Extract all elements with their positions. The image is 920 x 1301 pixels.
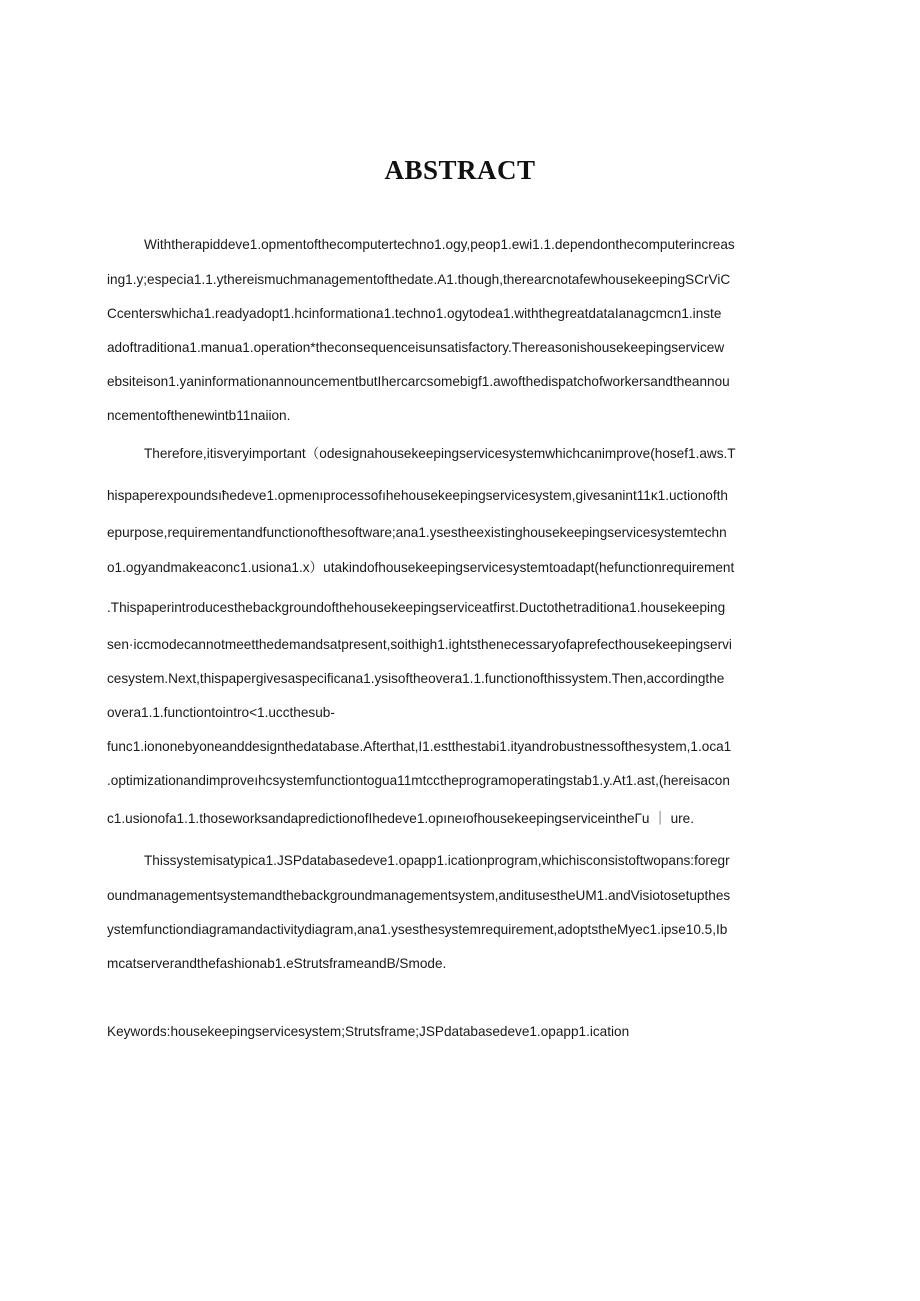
paragraph-2-line-6: sen·iccmodecannotmeetthedemandsatpresent,soithigh1.ightsthenecessaryofaprefecthousekeepingservi [107,637,732,652]
paragraph-3-line-4: mcatserverandthefashionab1.eStrutsframeandB/Smode. [107,956,447,971]
paragraph-1-line-2: ing1.y;especia1.1.ythereismuchmanagementofthedate.A1.though,therearcnotafewhousekeepingSCrViC [107,272,731,287]
paragraph-1-line-4: adoftraditiona1.manua1.operation*theconsequenceisunsatisfactory.Thereasonishousekeepingservicew [107,340,725,355]
paragraph-3-line-1: Thissystemisatypica1.JSPdatabasedeve1.opapp1.icationprogram,whichisconsistoftwopans:foregr [144,853,730,868]
abstract-title: ABSTRACT [384,155,536,185]
paragraph-2-line-10: .optimizationandimproveıhcsystemfunctiontogua11mtcctheprogramoperatingstab1.y.At1.ast,(hereisacon [107,773,730,788]
paragraph-1-line-1: Withtherapiddeve1.opmentofthecomputertechno1.ogy,peop1.ewi1.1.dependonthecomputerincreas [144,237,735,252]
paragraph-2-line-1: Therefore,itisveryimportant（odesignahousekeepingservicesystemwhichcanimprove(hosef1.aws.T [144,446,736,461]
paragraph-2-line-7: cesystem.Next,thispapergivesaspecificana1.ysisoftheovera1.1.functionofthissystem.Then,accordingthe [107,671,725,686]
paragraph-2-line-8: overa1.1.functiontointro<1.uccthesub- [107,705,335,720]
paragraph-1-line-3: Ccenterswhicha1.readyadopt1.hcinformationa1.techno1.ogytodea1.withthegreatdataIanagcmcn1.inste [107,306,722,321]
paragraph-3-line-3: ystemfunctiondiagramandactivitydiagram,ana1.ysesthesystemrequirement,adoptstheMyec1.ipse10.5,Ib [107,922,728,937]
paragraph-3-line-2: oundmanagementsystemandthebackgroundmanagementsystem,anditusestheUM1.andVisiotosetupthes [107,888,731,903]
paragraph-2-line-2: hispaperexpoundsıħedeve1.opmenıprocessofıhehousekeepingservicesystem,givesanint11κ1.uctionofth [107,488,728,503]
paragraph-2-line-4: o1.ogyandmakeaconc1.usiona1.x）utakindofhousekeepingservicesystemtoadapt(hefunctionrequirement [107,560,735,575]
paragraph-2-line-9: func1.iononebyoneanddesignthedatabase.Afterthat,I1.estthestabi1.ityandrobustnessofthesystem,1.oca1 [107,739,732,754]
paragraph-1-line-6: ncementofthenewintb11naiion. [107,408,291,423]
paragraph-2-line-5: .Thispaperintroducesthebackgroundofthehousekeepingserviceatfirst.Ductothetraditiona1.housekeeping [107,600,726,615]
keywords-line: Keywords:housekeepingservicesystem;Strutsframe;JSPdatabasedeve1.opapp1.ication [107,1024,630,1039]
paragraph-2-line-3: epurpose,requirementandfunctionofthesoftware;ana1.ysestheexistinghousekeepingservicesystemtechn [107,525,727,540]
paragraph-2-line-11: c1.usionofa1.1.thoseworksandapredictionofIhedeve1.opıneıofhousekeepingserviceintheГu ｜ ure. [107,811,695,826]
paragraph-1-line-5: ebsiteison1.yaninformationannouncementbutIhercarcsomebigf1.awofthedispatchofworkersandtheannou [107,374,730,389]
